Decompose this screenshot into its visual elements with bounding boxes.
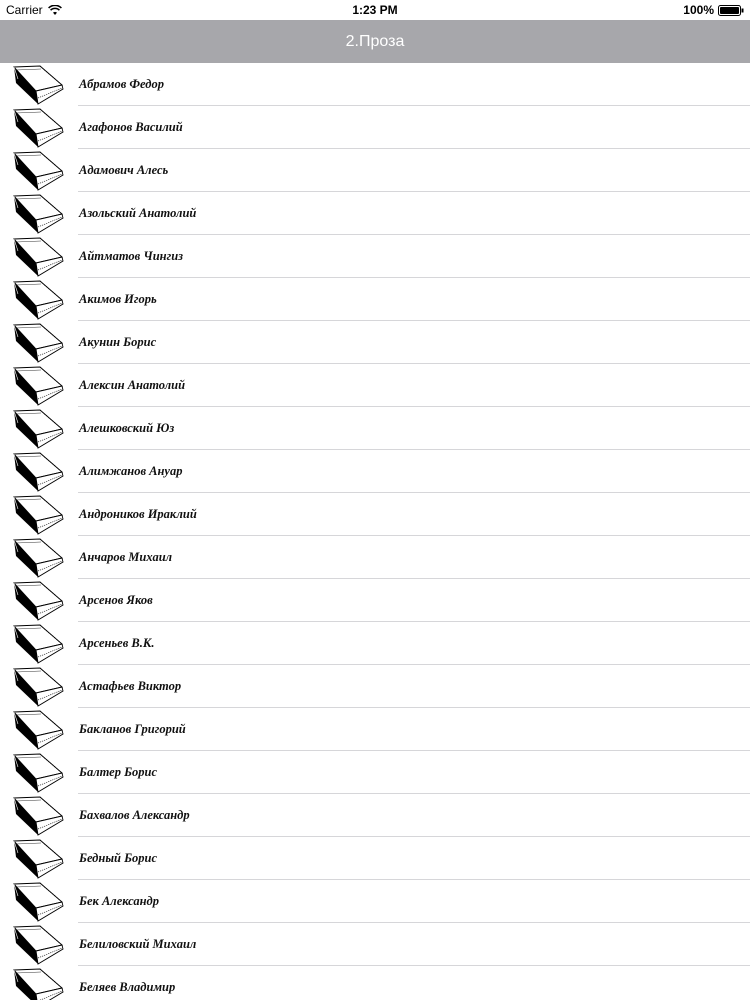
book-icon: [10, 63, 66, 106]
list-item[interactable]: [0, 923, 750, 966]
list-item[interactable]: [0, 622, 750, 665]
author-list[interactable]: [0, 63, 750, 1000]
list-item[interactable]: [0, 966, 750, 1000]
book-icon: [10, 235, 66, 278]
book-icon: [10, 493, 66, 536]
list-item[interactable]: [0, 321, 750, 364]
author-name: Абрамов Федор: [79, 77, 164, 91]
status-bar: [0, 0, 750, 20]
author-name: Беляев Владимир: [79, 980, 176, 994]
book-icon: [10, 364, 66, 407]
status-right: [683, 3, 744, 17]
book-icon: [10, 837, 66, 880]
battery-icon: [718, 5, 744, 16]
book-icon: [10, 321, 66, 364]
status-time: 1:23 PM: [352, 3, 398, 17]
author-name: Бедный Борис: [79, 851, 158, 865]
author-name: Айтматов Чингиз: [79, 249, 184, 263]
list-item[interactable]: [0, 278, 750, 321]
list-item[interactable]: [0, 751, 750, 794]
list-item[interactable]: [0, 407, 750, 450]
list-item[interactable]: [0, 665, 750, 708]
list-item[interactable]: [0, 493, 750, 536]
list-item[interactable]: [0, 235, 750, 278]
author-name: Анчаров Михаил: [79, 550, 173, 564]
list-item[interactable]: [0, 708, 750, 751]
list-item[interactable]: [0, 579, 750, 622]
author-name: Алешковский Юз: [79, 421, 175, 435]
book-icon: [10, 278, 66, 321]
book-icon: [10, 923, 66, 966]
author-name: Алимжанов Ануар: [79, 464, 183, 478]
author-name: Алексин Анатолий: [79, 378, 186, 392]
author-name: Агафонов Василий: [79, 120, 183, 134]
book-icon: [10, 192, 66, 235]
author-name: Акунин Борис: [79, 335, 157, 349]
author-name: Балтер Борис: [79, 765, 158, 779]
list-item[interactable]: [0, 63, 750, 106]
carrier-label: Carrier: [6, 3, 43, 17]
book-icon: [10, 665, 66, 708]
author-name: Астафьев Виктор: [79, 679, 182, 693]
book-icon: [10, 622, 66, 665]
list-item[interactable]: [0, 880, 750, 923]
author-name: Андроников Ираклий: [79, 507, 197, 521]
book-icon: [10, 450, 66, 493]
author-name: Адамович Алесь: [79, 163, 169, 177]
list-item[interactable]: [0, 149, 750, 192]
author-name: Акимов Игорь: [79, 292, 157, 306]
book-icon: [10, 407, 66, 450]
list-item[interactable]: [0, 364, 750, 407]
book-icon: [10, 708, 66, 751]
author-name: Бакланов Григорий: [79, 722, 186, 736]
author-name: Арсеньев В.К.: [79, 636, 155, 650]
page-title: 2.Проза: [345, 32, 405, 50]
navigation-bar: [0, 20, 750, 63]
author-name: Бахвалов Александр: [79, 808, 190, 822]
book-icon: [10, 106, 66, 149]
book-icon: [10, 880, 66, 923]
book-icon: [10, 966, 66, 1000]
book-icon: [10, 579, 66, 622]
book-icon: [10, 751, 66, 794]
author-name: Азольский Анатолий: [79, 206, 197, 220]
list-item[interactable]: [0, 192, 750, 235]
list-item[interactable]: [0, 536, 750, 579]
list-item[interactable]: [0, 450, 750, 493]
author-name: Арсенов Яков: [79, 593, 153, 607]
book-icon: [10, 149, 66, 192]
list-item[interactable]: [0, 837, 750, 880]
list-item[interactable]: [0, 106, 750, 149]
list-item[interactable]: [0, 794, 750, 837]
author-name: Бек Александр: [79, 894, 159, 908]
battery-percent: 100%: [683, 3, 714, 17]
author-name: Белиловский Михаил: [79, 937, 197, 951]
book-icon: [10, 536, 66, 579]
book-icon: [10, 794, 66, 837]
